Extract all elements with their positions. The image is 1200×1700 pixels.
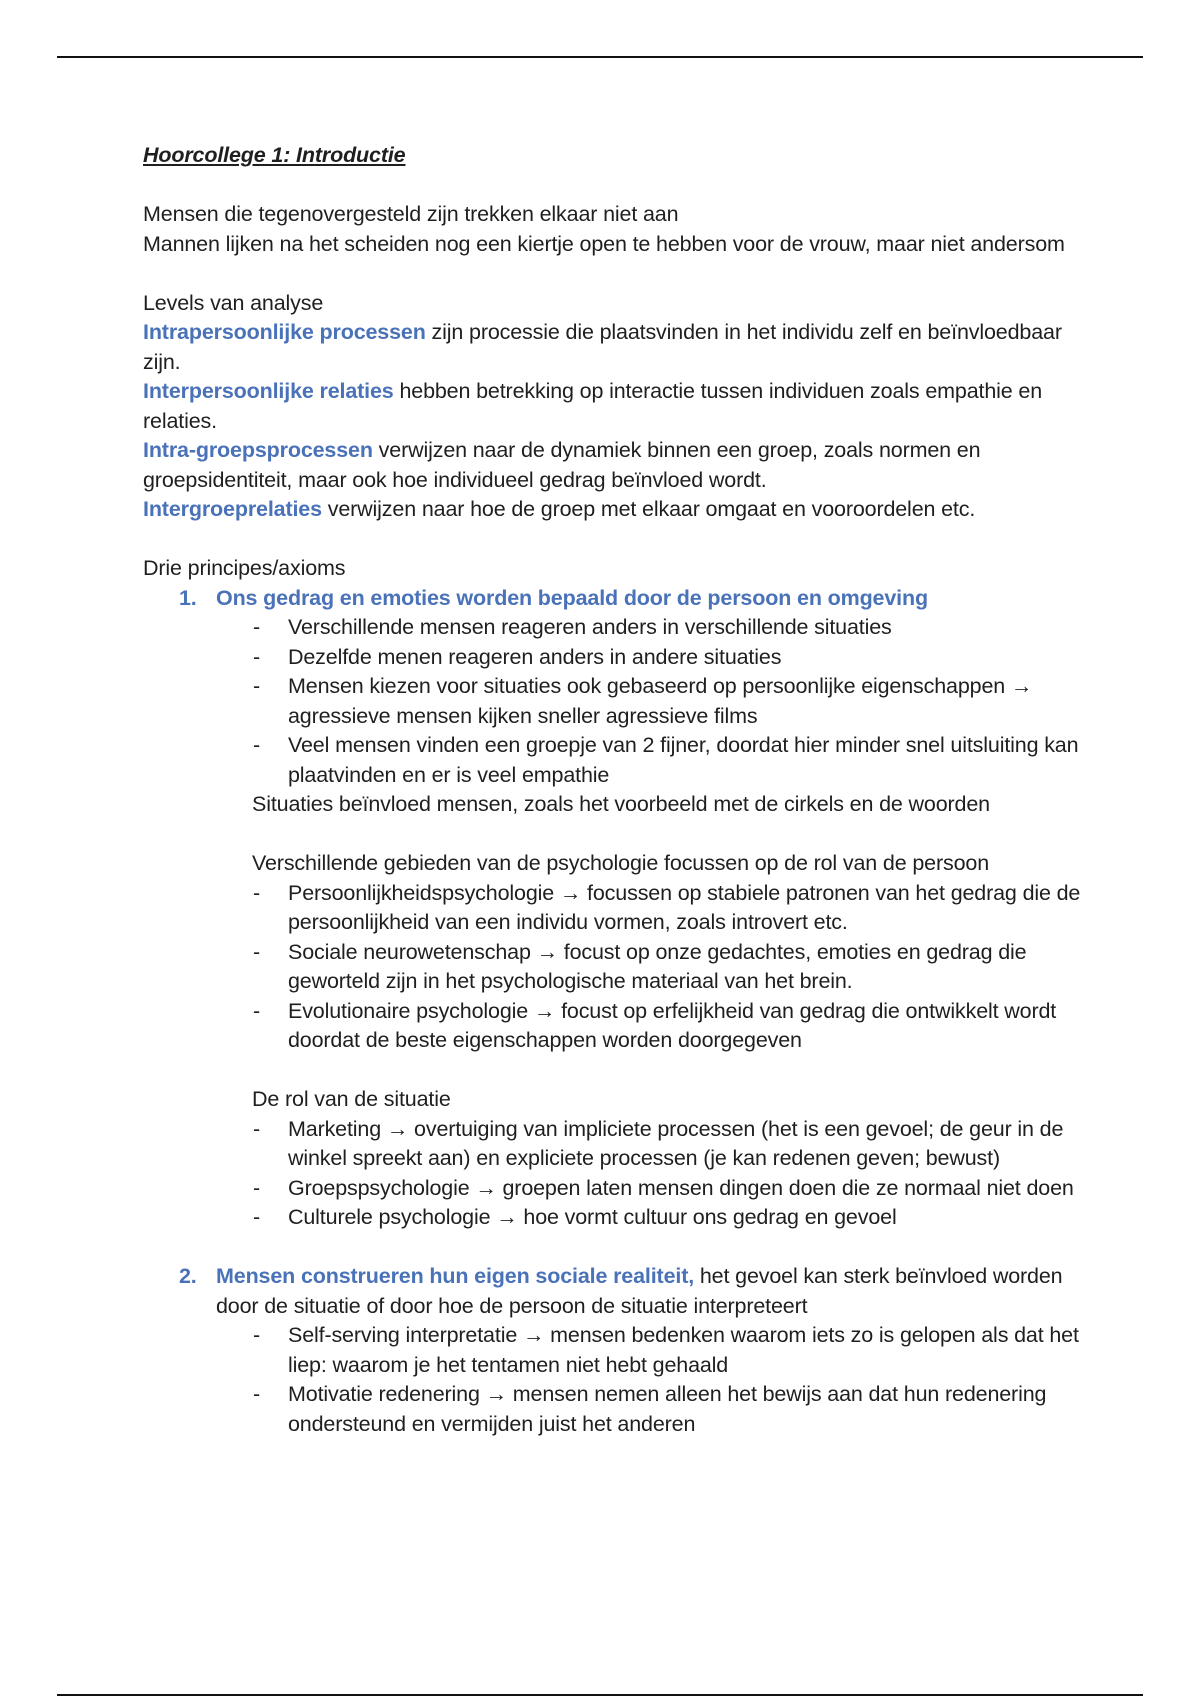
list-item: - Evolutionaire psychologie → focust op erfelijkheid van gedrag die ontwikkelt wordt doordat de beste eigenschappen worden doorgegeven: [253, 998, 1057, 1052]
document-body: [143, 141, 1083, 1439]
dash-bullet: -: [253, 939, 261, 964]
list-item: - Motivatie redenering → mensen nemen alleen het bewijs aan dat hun redenering ondersteund en vermijden juist het anderen: [253, 1382, 1047, 1436]
principle-title: Mensen construeren hun eigen sociale realiteit,: [216, 1264, 695, 1288]
principle-2: [143, 1262, 1083, 1321]
list-item: - Verschillende mensen reageren anders in verschillende situaties: [143, 613, 1083, 643]
level-text: verwijzen naar hoe de groep met elkaar omgaat en vooroordelen etc.: [321, 497, 976, 521]
dash-bullet: -: [253, 644, 261, 669]
principle-2-bullets: [143, 1321, 1083, 1439]
level-item: [143, 436, 1083, 495]
page-title: Hoorcollege 1: Introductie: [143, 143, 406, 167]
list-item: - Self-serving interpretatie → mensen bedenken waarom iets zo is gelopen als dat het liep: waarom je het tentamen niet hebt gehaald: [253, 1323, 1079, 1377]
dash-bullet: -: [253, 1323, 261, 1347]
dash-bullet: -: [253, 615, 261, 639]
level-term: Intergroeprelaties: [143, 497, 322, 521]
footer-rule: [57, 1694, 1143, 1696]
list-item: - Groepspsychologie → groepen laten mensen dingen doen die ze normaal niet doen: [143, 1174, 1083, 1204]
level-text: hebben betrekking op interactie tussen individuen zoals empathie en relaties.: [143, 379, 1042, 433]
principle-number: 2.: [179, 1264, 197, 1288]
principle-1: [143, 584, 1083, 614]
situaties-note: Situaties beïnvloed mensen, zoals het voorbeeld met de cirkels en de woorden: [252, 792, 990, 816]
persoon-heading: Verschillende gebieden van de psychologie focussen op de rol van de persoon: [252, 851, 989, 875]
list-item: - Culturele psychologie → hoe vormt cultuur ons gedrag en gevoel: [143, 1203, 1083, 1233]
dash-bullet: -: [253, 880, 261, 905]
level-term: Interpersoonlijke relaties: [143, 379, 394, 403]
dash-bullet: -: [253, 998, 261, 1023]
level-text: verwijzen naar de dynamiek binnen een groep, zoals normen en groepsidentiteit, maar ook hoe individueel gedrag beïnvloed wordt.: [143, 438, 981, 492]
dash-bullet: -: [253, 1382, 261, 1406]
principles-heading: Drie principes/axioms: [143, 556, 346, 580]
dash-bullet: -: [253, 733, 261, 757]
list-item: - Sociale neurowetenschap → focust op onze gedachtes, emoties en gedrag die geworteld zijn in het psychologische materiaal van het brein.: [253, 939, 1027, 993]
list-item: - Persoonlijkheidspsychologie → focussen op stabiele patronen van het gedrag die de persoonlijkheid van een individu vormen, zoals introvert etc.: [253, 880, 1081, 934]
intro-line-1: Mensen die tegenovergesteld zijn trekken elkaar niet aan: [143, 202, 679, 226]
principle-title: Ons gedrag en emoties worden bepaald door de persoon en omgeving: [216, 585, 928, 610]
situatie-heading: De rol van de situatie: [252, 1087, 451, 1111]
list-item: - Dezelfde menen reageren anders in andere situaties: [143, 643, 1083, 673]
dash-bullet: -: [253, 1116, 261, 1141]
dash-bullet: -: [253, 674, 261, 698]
intro-line-2: Mannen lijken na het scheiden nog een kiertje open te hebben voor de vrouw, maar niet andersom: [143, 231, 1065, 256]
list-item: - Veel mensen vinden een groepje van 2 fijner, doordat hier minder snel uitsluiting kan plaatvinden en er is veel empathie: [253, 733, 1079, 787]
persoon-bullets: [143, 879, 1083, 1056]
level-item: [143, 318, 1083, 377]
level-text: zijn processie die plaatsvinden in het individu zelf en beïnvloedbaar zijn.: [143, 320, 1062, 374]
level-item: [143, 495, 1083, 525]
principle-number: 1.: [179, 585, 197, 610]
dash-bullet: -: [253, 1205, 261, 1229]
level-term: Intra-groepsprocessen: [143, 438, 373, 462]
level-item: [143, 377, 1083, 436]
dash-bullet: -: [253, 1175, 261, 1200]
list-item: - Marketing → overtuiging van impliciete processen (het is een gevoel; de geur in de winkel spreekt aan) en expliciete processen (je kan redenen geven; bewust): [253, 1116, 1064, 1170]
principle-1-bullets: [143, 613, 1083, 790]
principle-text: het gevoel kan sterk beïnvloed worden door de situatie of door hoe de persoon de situatie interpreteert: [216, 1264, 1063, 1318]
situatie-bullets: [143, 1115, 1083, 1233]
levels-heading: Levels van analyse: [143, 290, 324, 315]
header-rule: [57, 56, 1143, 58]
list-item: - Mensen kiezen voor situaties ook gebaseerd op persoonlijke eigenschappen → agressieve mensen kijken sneller agressieve films: [253, 674, 1033, 728]
level-term: Intrapersoonlijke processen: [143, 320, 426, 344]
